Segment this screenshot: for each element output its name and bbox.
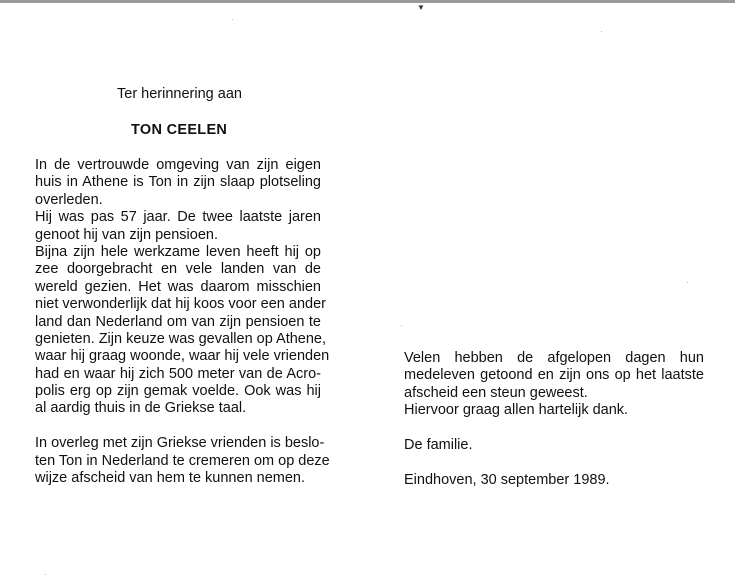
text-line: had en waar hij zich 500 meter van de Acro- xyxy=(35,365,321,382)
text-line: huis in Athene is Ton in zijn slaap plotseling xyxy=(35,174,321,191)
text-line: In de vertrouwde omgeving van zijn eigen xyxy=(35,157,321,173)
text-line: zee doorgebracht en vele landen van de xyxy=(35,261,321,278)
paragraph-gap xyxy=(404,420,704,437)
text-line: wijze afscheid van hem te kunnen nemen. xyxy=(35,470,306,487)
deceased-name: TON CEELEN xyxy=(131,122,228,138)
text-line: medeleven getoond en zijn ons op het laatste xyxy=(404,367,704,384)
text-line: overleden. xyxy=(35,191,103,208)
text-line: al aardig thuis in de Griekse taal. xyxy=(35,400,247,417)
scan-speck xyxy=(232,19,233,20)
text-line: Velen hebben de afgelopen dagen hun xyxy=(404,350,704,366)
scan-speck xyxy=(401,325,402,326)
top-border xyxy=(0,0,735,3)
text-line: waar hij graag woonde, waar hij vele vrienden xyxy=(35,348,330,365)
paragraph-gap xyxy=(35,418,321,435)
text-line: Hiervoor graag allen hartelijk dank. xyxy=(404,402,629,419)
text-line: In overleg met zijn Griekse vrienden is beslo- xyxy=(35,435,325,452)
text-line: Hij was pas 57 jaar. De twee laatste jaren xyxy=(35,209,321,226)
text-line: land dan Nederland om van zijn pensioen te xyxy=(35,313,321,330)
text-line: wereld gezien. Het was daarom misschien xyxy=(35,278,321,295)
scan-speck xyxy=(687,282,688,283)
text-line: niet verwonderlijk dat hij koos voor een ander xyxy=(35,296,326,313)
left-column xyxy=(35,157,330,487)
paragraph-gap xyxy=(404,454,704,471)
text-line: polis erg op zijn gemak voelde. Ook was hij xyxy=(35,383,321,400)
text-line: genieten. Zijn keuze was gevallen op Athene, xyxy=(35,330,327,347)
right-column xyxy=(404,350,704,489)
card-heading: Ter herinnering aan xyxy=(117,86,242,102)
text-line: genoot hij van zijn pensioen. xyxy=(35,226,218,243)
scan-speck xyxy=(45,574,46,575)
signature-line: De familie. xyxy=(404,436,473,453)
text-line: Bijna zijn hele werkzame leven heeft hij op xyxy=(35,243,321,260)
text-line: ten Ton in Nederland te cremeren om op deze xyxy=(35,452,330,469)
text-line: afscheid een steun geweest. xyxy=(404,384,588,401)
scan-mark: ▼ xyxy=(417,3,425,12)
place-date-line: Eindhoven, 30 september 1989. xyxy=(404,471,610,488)
scan-speck xyxy=(601,31,602,32)
